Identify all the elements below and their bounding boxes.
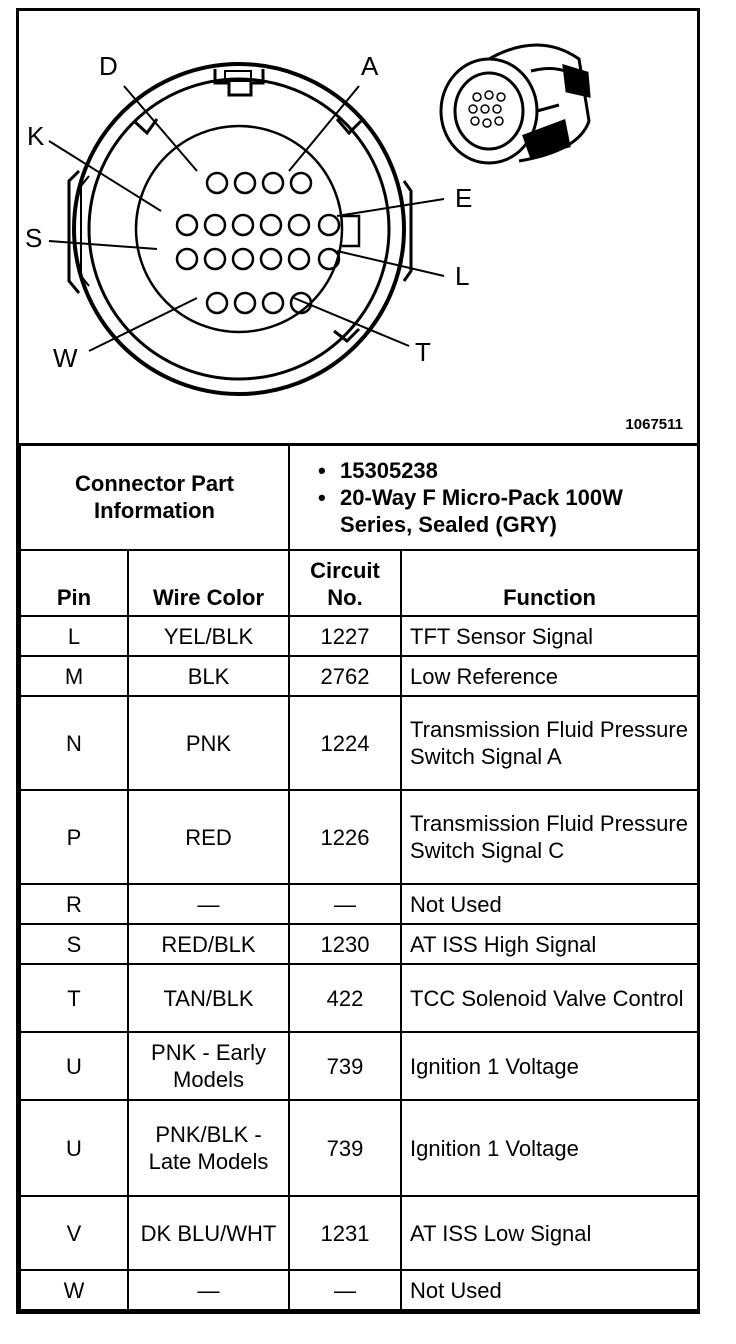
function-cell: Transmission Fluid Pressure Switch Signal A xyxy=(401,696,698,790)
pin-label-d: D xyxy=(99,51,118,81)
pin-cell: S xyxy=(20,924,128,964)
pin-cell: R xyxy=(20,884,128,924)
pin-cavity xyxy=(207,173,227,193)
pin-label-e: E xyxy=(455,183,473,213)
pin-cavity xyxy=(289,215,309,235)
leader-s xyxy=(49,241,157,249)
table-row xyxy=(20,1100,698,1196)
leader-t xyxy=(294,298,409,346)
function-cell: Not Used xyxy=(401,1270,698,1310)
table-row xyxy=(20,656,698,696)
pin-cavity xyxy=(235,173,255,193)
function-cell: Transmission Fluid Pressure Switch Signal C xyxy=(401,790,698,884)
pin-cavity xyxy=(235,293,255,313)
circuit-cell: 1231 xyxy=(289,1196,401,1270)
table-row xyxy=(20,1196,698,1270)
function-cell: TCC Solenoid Valve Control xyxy=(401,964,698,1032)
circuit-cell: 1226 xyxy=(289,790,401,884)
pin-cavity xyxy=(233,249,253,269)
pin-cell: U xyxy=(20,1100,128,1196)
table-row xyxy=(20,616,698,656)
circuit-cell: 1224 xyxy=(289,696,401,790)
pin-cell: M xyxy=(20,656,128,696)
pin-cavity xyxy=(177,215,197,235)
wire-color-cell: PNK/BLK - Late Models xyxy=(128,1100,289,1196)
function-cell: Low Reference xyxy=(401,656,698,696)
wire-color-cell: PNK xyxy=(128,696,289,790)
circuit-cell: 422 xyxy=(289,964,401,1032)
pin-cell: U xyxy=(20,1032,128,1100)
pin-cell: L xyxy=(20,616,128,656)
wire-color-cell: TAN/BLK xyxy=(128,964,289,1032)
table-row xyxy=(20,790,698,884)
leader-d xyxy=(124,86,197,171)
connector-info-cell xyxy=(289,444,698,550)
leader-k xyxy=(49,141,161,211)
pin-label-w: W xyxy=(53,343,78,373)
wire-color-cell: — xyxy=(128,1270,289,1310)
table-row xyxy=(20,1270,698,1310)
pin-cavity xyxy=(263,293,283,313)
table-row xyxy=(20,1032,698,1100)
pin-cavity xyxy=(291,173,311,193)
pin-label-l: L xyxy=(455,261,470,291)
circuit-cell: 739 xyxy=(289,1032,401,1100)
connector-face-drawing xyxy=(19,11,697,443)
table-row xyxy=(20,696,698,790)
pin-cavity xyxy=(319,215,339,235)
pin-cavity xyxy=(207,293,227,313)
col-header-function: Function xyxy=(401,550,698,616)
function-cell: Not Used xyxy=(401,884,698,924)
connector-outer-ring xyxy=(74,64,404,394)
col-header-pin: Pin xyxy=(20,550,128,616)
connector-info-row xyxy=(20,444,698,550)
connector-description: • 20-Way F Micro-Pack 100W Series, Sealed (GRY) xyxy=(318,484,689,538)
wire-color-cell: RED/BLK xyxy=(128,924,289,964)
leader-l xyxy=(337,251,444,276)
pin-cavity xyxy=(263,173,283,193)
function-cell: Ignition 1 Voltage xyxy=(401,1100,698,1196)
pin-cell: W xyxy=(20,1270,128,1310)
function-cell: TFT Sensor Signal xyxy=(401,616,698,656)
table-row xyxy=(20,964,698,1032)
right-notch xyxy=(342,216,359,246)
table-row xyxy=(20,884,698,924)
pin-cell: N xyxy=(20,696,128,790)
connector-diagram xyxy=(19,11,697,446)
function-cell: AT ISS Low Signal xyxy=(401,1196,698,1270)
function-cell: Ignition 1 Voltage xyxy=(401,1032,698,1100)
pin-label-s: S xyxy=(25,223,43,253)
connector-sheet xyxy=(16,8,700,1314)
connector-3d-icon xyxy=(441,45,589,163)
wire-color-cell: DK BLU/WHT xyxy=(128,1196,289,1270)
wire-color-cell: RED xyxy=(128,790,289,884)
pin-label-a: A xyxy=(361,51,379,81)
circuit-cell: 1230 xyxy=(289,924,401,964)
wire-color-cell: YEL/BLK xyxy=(128,616,289,656)
col-header-circuit: Circuit No. xyxy=(289,550,401,616)
wire-color-cell: — xyxy=(128,884,289,924)
pin-cavity xyxy=(289,249,309,269)
header-row xyxy=(20,550,698,616)
table-row xyxy=(20,924,698,964)
wire-color-cell: BLK xyxy=(128,656,289,696)
figure-number: 1067511 xyxy=(625,416,683,433)
circuit-cell: 2762 xyxy=(289,656,401,696)
circuit-cell: — xyxy=(289,884,401,924)
pin-cavity xyxy=(319,249,339,269)
connector-inner-ring xyxy=(89,79,389,379)
function-cell: AT ISS High Signal xyxy=(401,924,698,964)
pin-cavity xyxy=(205,215,225,235)
pin-cell: P xyxy=(20,790,128,884)
col-header-wire-color: Wire Color xyxy=(128,550,289,616)
connector-part-number: • 15305238 xyxy=(318,457,689,484)
pin-cavity xyxy=(205,249,225,269)
leader-e xyxy=(337,199,444,216)
pin-cell: T xyxy=(20,964,128,1032)
circuit-cell: — xyxy=(289,1270,401,1310)
pinout-table xyxy=(19,443,699,1311)
circuit-cell: 739 xyxy=(289,1100,401,1196)
pin-label-k: K xyxy=(27,121,45,151)
pin-cavity xyxy=(261,215,281,235)
pin-cavity xyxy=(177,249,197,269)
pin-cavity xyxy=(233,215,253,235)
connector-info-heading: Connector Part Information xyxy=(20,444,289,550)
pin-cavity xyxy=(261,249,281,269)
wire-color-cell: PNK - Early Models xyxy=(128,1032,289,1100)
pin-label-t: T xyxy=(415,337,431,367)
pin-cell: V xyxy=(20,1196,128,1270)
circuit-cell: 1227 xyxy=(289,616,401,656)
